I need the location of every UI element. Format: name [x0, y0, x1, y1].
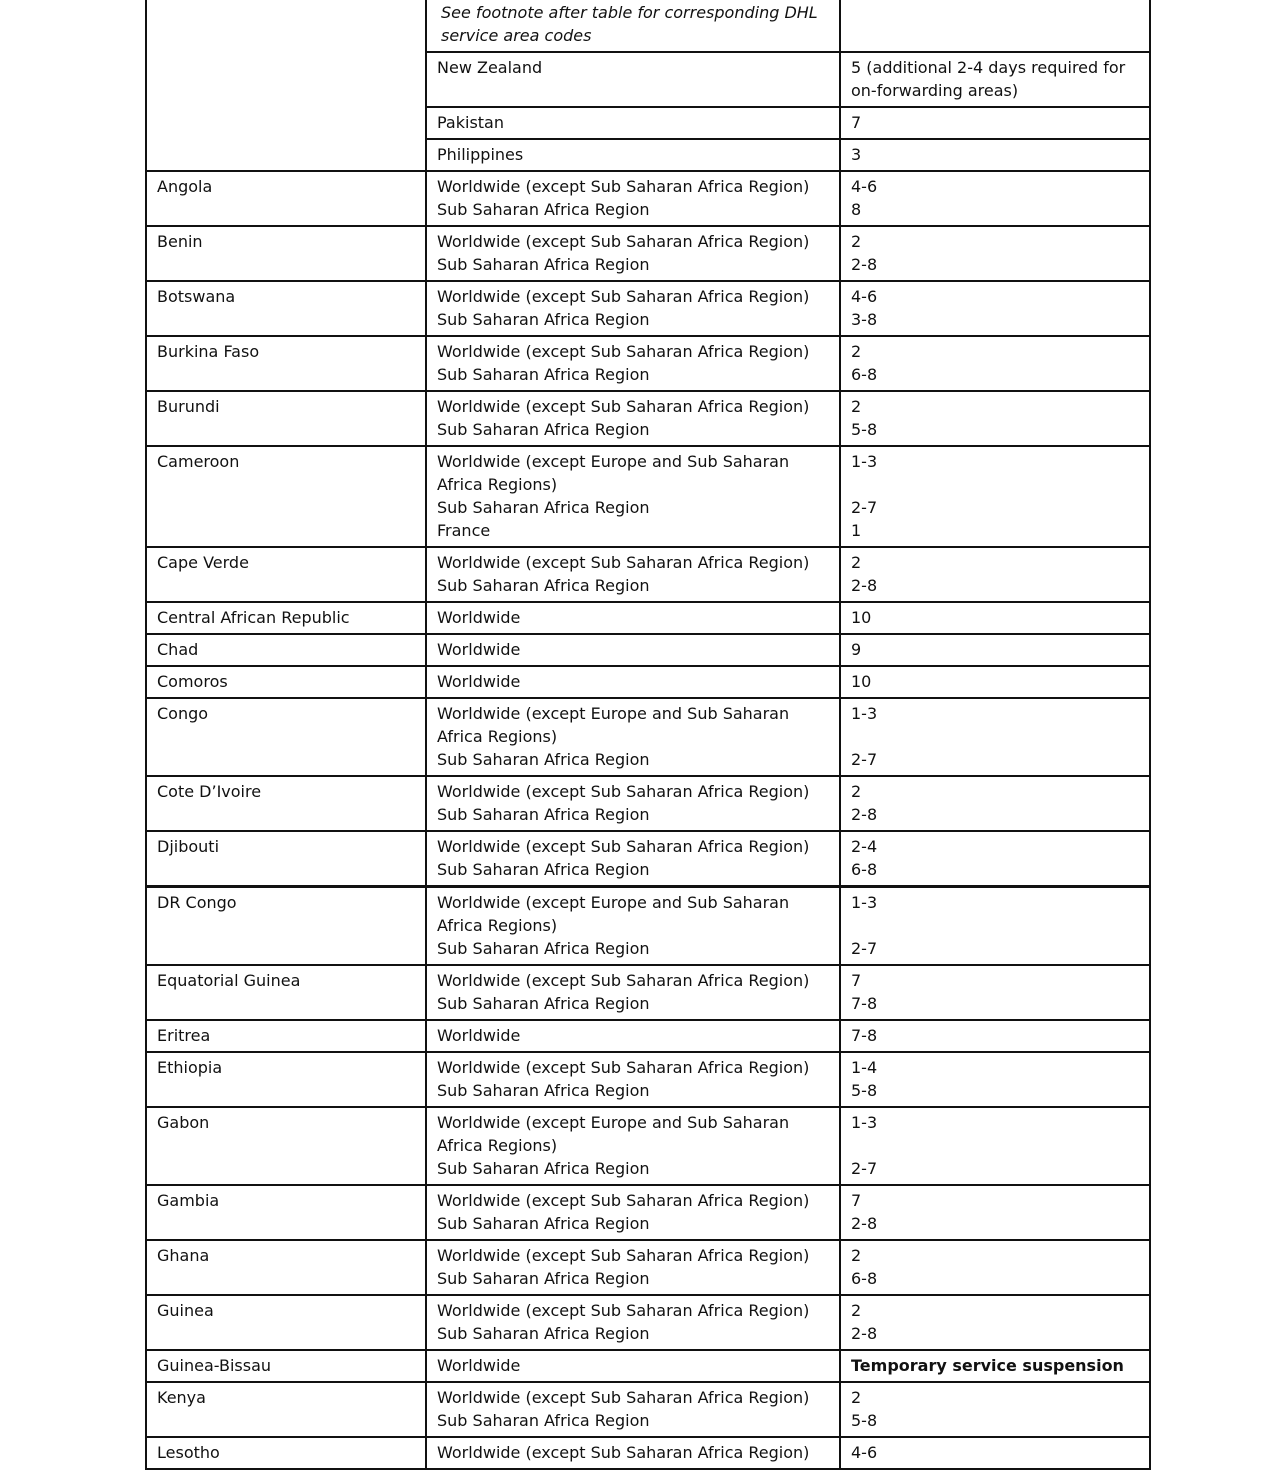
transit-days-value: 3-8: [851, 310, 878, 329]
days-cell: [840, 1295, 1150, 1350]
destination-line: Sub Saharan Africa Region: [437, 1411, 650, 1430]
country-cell: Botswana: [146, 281, 426, 336]
destination-line: Worldwide: [437, 1356, 521, 1375]
country-cell: Djibouti: [146, 831, 426, 887]
table-row: [146, 965, 1150, 1020]
destination-line: Worldwide (except Europe and Sub Saharan Africa Regions): [437, 704, 790, 746]
transit-days-value: 7: [851, 1191, 862, 1210]
transit-days-value: 2-7: [851, 750, 878, 769]
destination-cell: [426, 887, 840, 966]
country-cell: Burkina Faso: [146, 336, 426, 391]
destination-line: Sub Saharan Africa Region: [437, 1269, 650, 1288]
table-row: [146, 1295, 1150, 1350]
days-cell: [840, 1185, 1150, 1240]
country-cell: Lesotho: [146, 1437, 426, 1469]
table-row: [146, 602, 1150, 634]
destination-cell: [426, 634, 840, 666]
table-row: [146, 226, 1150, 281]
destination-line: Worldwide (except Sub Saharan Africa Region): [437, 232, 810, 251]
destination-line: Sub Saharan Africa Region: [437, 805, 650, 824]
transit-days-value: 2: [851, 1388, 862, 1407]
days-cell: [840, 1382, 1150, 1437]
destination-line: Sub Saharan Africa Region: [437, 939, 650, 958]
destination-line: Worldwide (except Sub Saharan Africa Region): [437, 1058, 810, 1077]
destination-line: Worldwide (except Sub Saharan Africa Region): [437, 782, 810, 801]
destination-line: Worldwide (except Sub Saharan Africa Region): [437, 1443, 810, 1462]
country-cell: Gambia: [146, 1185, 426, 1240]
transit-days-value: 2: [851, 1301, 862, 1320]
destination-line: Sub Saharan Africa Region: [437, 994, 650, 1013]
days-cell: [840, 698, 1150, 776]
days-cell: [840, 446, 1150, 547]
days-cell: [840, 547, 1150, 602]
destination-line: Worldwide (except Sub Saharan Africa Region): [437, 287, 810, 306]
days-cell: [840, 171, 1150, 226]
transit-days-value: 2-8: [851, 1214, 878, 1233]
destination-line: Sub Saharan Africa Region: [437, 255, 650, 274]
destination-cell: [426, 226, 840, 281]
destination-line: Worldwide: [437, 608, 521, 627]
destination-cell: [426, 547, 840, 602]
transit-days-value: 2-7: [851, 939, 878, 958]
destination-cell: [426, 281, 840, 336]
transit-days-value: 5-8: [851, 1411, 878, 1430]
transit-days-value: 2: [851, 782, 862, 801]
table-row: [146, 171, 1150, 226]
table-row: [146, 831, 1150, 887]
destination-cell: [426, 1295, 840, 1350]
transit-days-value: 6-8: [851, 365, 878, 384]
table-row: [146, 336, 1150, 391]
table-row: [146, 1437, 1150, 1469]
transit-days-value: 2-8: [851, 255, 878, 274]
destination-line: Sub Saharan Africa Region: [437, 200, 650, 219]
destination-cell: [426, 698, 840, 776]
table-row: [146, 1107, 1150, 1185]
destination-cell: [426, 1240, 840, 1295]
transit-days-value: 7-8: [851, 1026, 878, 1045]
destination-line: Sub Saharan Africa Region: [437, 576, 650, 595]
transit-days-value: 1-3: [851, 452, 878, 471]
transit-days-value: 2: [851, 342, 862, 361]
table-row: [146, 1185, 1150, 1240]
country-cell: Cote D’Ivoire: [146, 776, 426, 831]
country-cell: Guinea: [146, 1295, 426, 1350]
country-cell: Guinea-Bissau: [146, 1350, 426, 1382]
destination-line: Worldwide: [437, 1026, 521, 1045]
destination-cell: Pakistan: [426, 107, 840, 139]
destination-cell: [426, 1382, 840, 1437]
country-cell: Comoros: [146, 666, 426, 698]
destination-line: Worldwide (except Sub Saharan Africa Region): [437, 1191, 810, 1210]
transit-days-value: 2-7: [851, 1159, 878, 1178]
destination-line: Sub Saharan Africa Region: [437, 1324, 650, 1343]
transit-days-value: 4-6: [851, 287, 878, 306]
transit-days-value: 2-8: [851, 576, 878, 595]
country-cell-continued: [146, 0, 426, 171]
days-cell: [840, 831, 1150, 887]
destination-line: Worldwide: [437, 640, 521, 659]
days-cell: [840, 226, 1150, 281]
country-cell: Eritrea: [146, 1020, 426, 1052]
transit-days-value: 6-8: [851, 1269, 878, 1288]
transit-days-value: 2: [851, 232, 862, 251]
country-cell: Congo: [146, 698, 426, 776]
country-cell: Ethiopia: [146, 1052, 426, 1107]
destination-line: Worldwide (except Europe and Sub Saharan Africa Regions): [437, 1113, 790, 1155]
destination-cell: [426, 171, 840, 226]
table-row: [146, 391, 1150, 446]
destination-line: Worldwide (except Europe and Sub Saharan Africa Regions): [437, 452, 790, 494]
days-cell: [840, 602, 1150, 634]
destination-line: Worldwide (except Sub Saharan Africa Region): [437, 971, 810, 990]
table-row: [146, 887, 1150, 966]
days-cell: [840, 776, 1150, 831]
country-cell: Gabon: [146, 1107, 426, 1185]
country-cell: Chad: [146, 634, 426, 666]
destination-cell: [426, 1107, 840, 1185]
days-cell: [840, 1020, 1150, 1052]
country-cell: Kenya: [146, 1382, 426, 1437]
transit-days-value: 5-8: [851, 1081, 878, 1100]
table-row: [146, 1240, 1150, 1295]
destination-line: Sub Saharan Africa Region: [437, 310, 650, 329]
table-row: [146, 1350, 1150, 1382]
table-row: [146, 1052, 1150, 1107]
destination-line: Worldwide (except Sub Saharan Africa Region): [437, 397, 810, 416]
destination-line: Sub Saharan Africa Region: [437, 365, 650, 384]
days-cell-empty: [840, 0, 1150, 52]
destination-line: Worldwide (except Sub Saharan Africa Region): [437, 1246, 810, 1265]
country-cell: DR Congo: [146, 887, 426, 966]
transit-days-value: 10: [851, 608, 872, 627]
table-row: [146, 1382, 1150, 1437]
transit-days-value: 1-4: [851, 1058, 878, 1077]
transit-days-value: 5-8: [851, 420, 878, 439]
days-cell: [840, 1052, 1150, 1107]
transit-days-value: 1-3: [851, 893, 878, 912]
table-row: [146, 634, 1150, 666]
destination-line: Worldwide (except Sub Saharan Africa Region): [437, 837, 810, 856]
country-cell: Cape Verde: [146, 547, 426, 602]
transit-days-value: 9: [851, 640, 862, 659]
destination-line: Sub Saharan Africa Region: [437, 420, 650, 439]
destination-cell: [426, 1350, 840, 1382]
service-status-text: Temporary service suspension: [851, 1356, 1124, 1375]
destination-line: Sub Saharan Africa Region: [437, 860, 650, 879]
destination-cell: [426, 776, 840, 831]
table-row: [146, 446, 1150, 547]
days-cell: [840, 887, 1150, 966]
table-row: [146, 547, 1150, 602]
country-cell: Equatorial Guinea: [146, 965, 426, 1020]
table-row: [146, 666, 1150, 698]
transit-days-value: 10: [851, 672, 872, 691]
transit-days-value: 4-6: [851, 1443, 878, 1462]
transit-days-value: 4-6: [851, 177, 878, 196]
footnote-reference: See footnote after table for corresponding DHL service area codes: [426, 0, 840, 52]
days-cell: [840, 391, 1150, 446]
days-cell: 7: [840, 107, 1150, 139]
transit-days-value: 7-8: [851, 994, 878, 1013]
destination-line: Worldwide (except Sub Saharan Africa Region): [437, 1388, 810, 1407]
table-body: [146, 0, 1150, 1469]
transit-days-value: 1-3: [851, 1113, 878, 1132]
destination-cell: Philippines: [426, 139, 840, 171]
transit-days-value: 8: [851, 200, 862, 219]
destination-line: Sub Saharan Africa Region: [437, 1214, 650, 1233]
transit-days-value: 6-8: [851, 860, 878, 879]
destination-line: Sub Saharan Africa Region: [437, 750, 650, 769]
destination-line: Worldwide (except Sub Saharan Africa Region): [437, 1301, 810, 1320]
days-cell: [840, 1437, 1150, 1469]
table-row: [146, 776, 1150, 831]
destination-cell: [426, 1020, 840, 1052]
destination-cell: [426, 446, 840, 547]
transit-times-table: [145, 0, 1151, 1470]
country-cell: Ghana: [146, 1240, 426, 1295]
transit-days-value: 1-3: [851, 704, 878, 723]
destination-line: Worldwide (except Sub Saharan Africa Region): [437, 177, 810, 196]
transit-days-value: 7: [851, 971, 862, 990]
country-cell: Burundi: [146, 391, 426, 446]
destination-line: Worldwide (except Europe and Sub Saharan Africa Regions): [437, 893, 790, 935]
destination-line: Sub Saharan Africa Region: [437, 1159, 650, 1178]
days-cell: 5 (additional 2-4 days required for on-forwarding areas): [840, 52, 1150, 107]
days-cell: [840, 336, 1150, 391]
days-cell: [840, 965, 1150, 1020]
days-cell: [840, 666, 1150, 698]
transit-days-value: 2-8: [851, 805, 878, 824]
country-cell: Benin: [146, 226, 426, 281]
destination-line: France: [437, 521, 491, 540]
destination-cell: [426, 831, 840, 887]
days-cell: 3: [840, 139, 1150, 171]
transit-days-value: 2-7: [851, 498, 878, 517]
destination-cell: [426, 666, 840, 698]
destination-cell: [426, 1185, 840, 1240]
destination-cell: [426, 602, 840, 634]
days-cell: [840, 1107, 1150, 1185]
destination-line: Worldwide (except Sub Saharan Africa Region): [437, 553, 810, 572]
transit-days-value: 2: [851, 553, 862, 572]
table-row: [146, 281, 1150, 336]
destination-cell: [426, 1052, 840, 1107]
country-cell: Angola: [146, 171, 426, 226]
destination-cell: [426, 1437, 840, 1469]
days-cell: [840, 1350, 1150, 1382]
destination-line: Sub Saharan Africa Region: [437, 1081, 650, 1100]
transit-days-value: 2: [851, 397, 862, 416]
days-cell: [840, 1240, 1150, 1295]
destination-cell: [426, 336, 840, 391]
days-cell: [840, 281, 1150, 336]
country-cell: Central African Republic: [146, 602, 426, 634]
destination-cell: [426, 965, 840, 1020]
destination-line: Sub Saharan Africa Region: [437, 498, 650, 517]
transit-days-value: 2-8: [851, 1324, 878, 1343]
destination-cell: [426, 391, 840, 446]
destination-cell: New Zealand: [426, 52, 840, 107]
table-row-continuation-note: [146, 0, 1150, 52]
table-row: [146, 1020, 1150, 1052]
days-cell: [840, 634, 1150, 666]
destination-line: Worldwide (except Sub Saharan Africa Region): [437, 342, 810, 361]
table-row: [146, 698, 1150, 776]
transit-days-value: 1: [851, 521, 862, 540]
destination-line: Worldwide: [437, 672, 521, 691]
transit-days-value: 2-4: [851, 837, 878, 856]
country-cell: Cameroon: [146, 446, 426, 547]
transit-days-value: 2: [851, 1246, 862, 1265]
